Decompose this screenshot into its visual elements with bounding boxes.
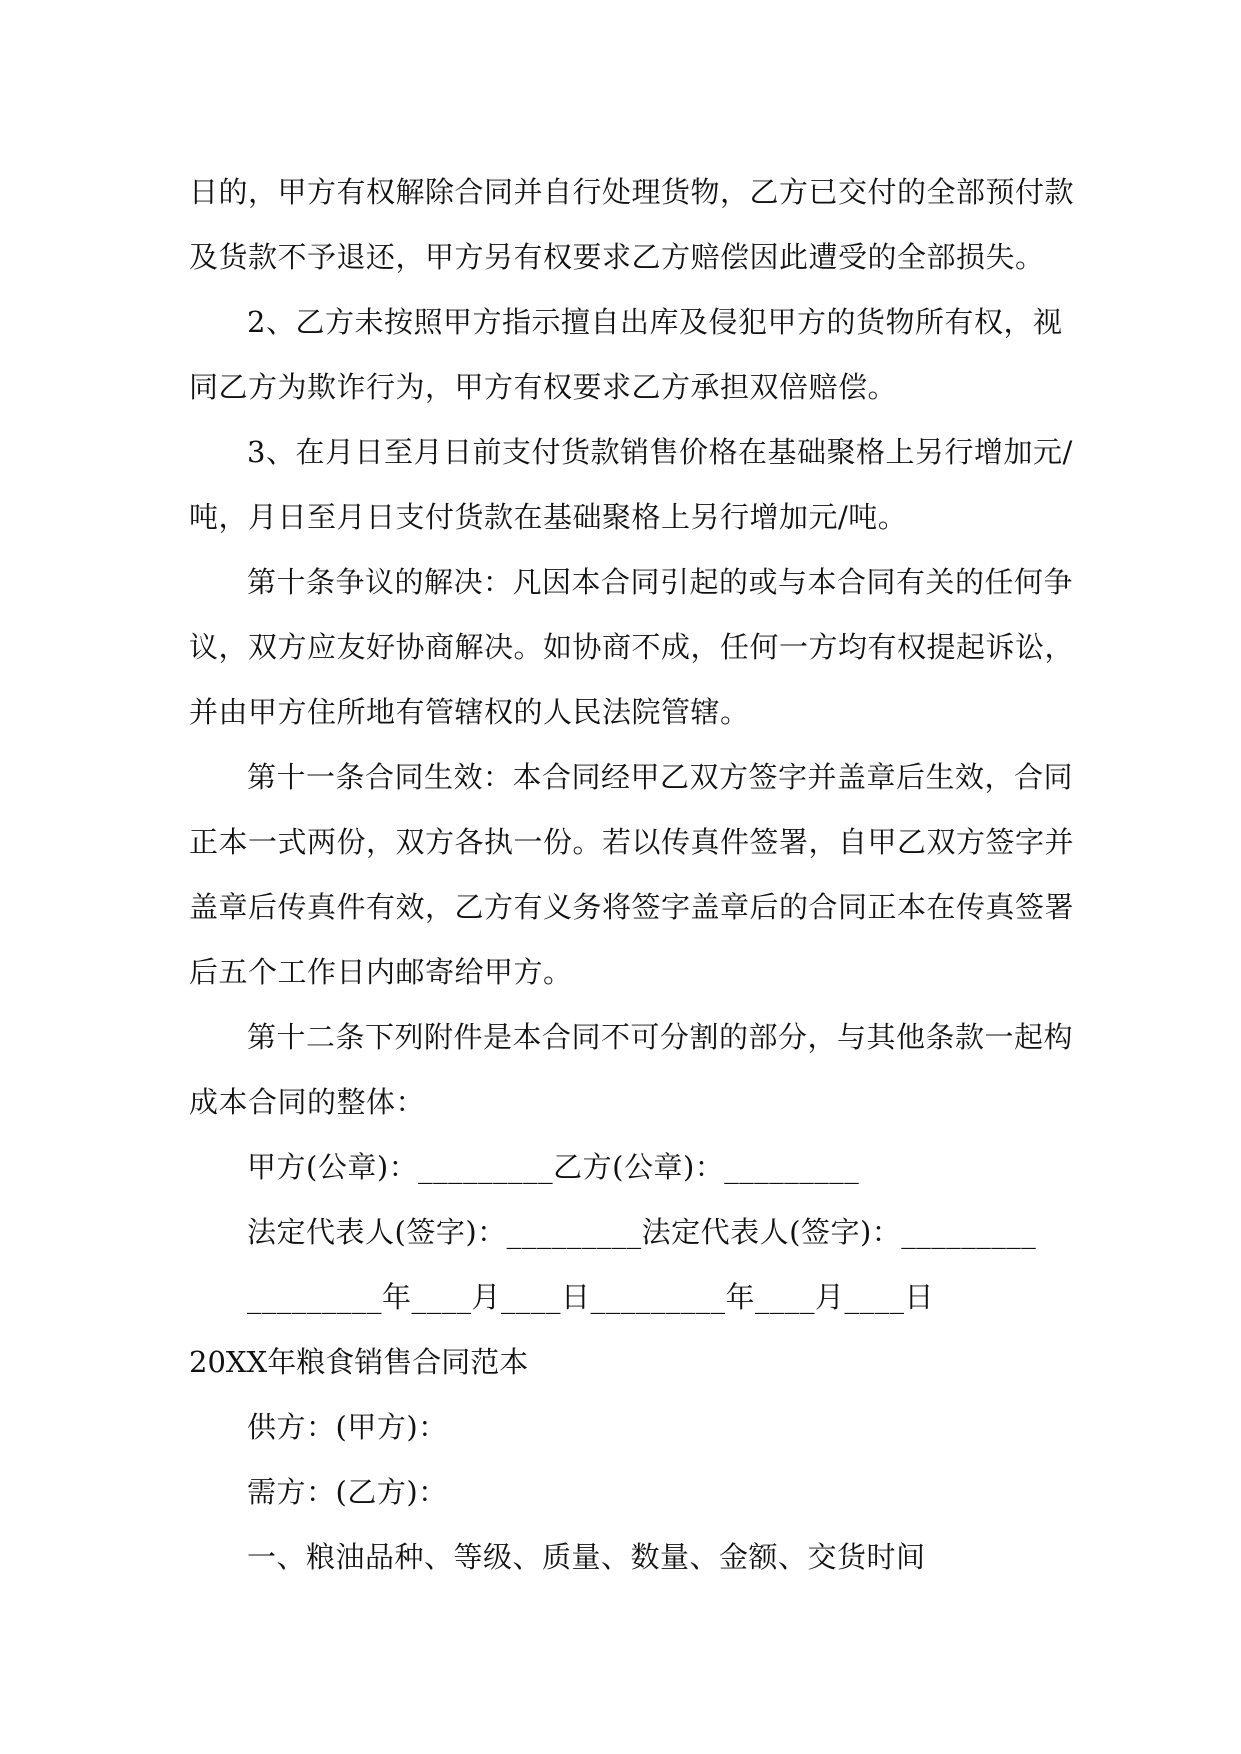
text-line-8: 议，双方应友好协商解决。如协商不成，任何一方均有权提起诉讼， — [189, 630, 1075, 664]
signature-line-dates: _________年____月____日_________年____月____日 — [247, 1280, 935, 1314]
text-line-1: 日的，甲方有权解除合同并自行处理货物，乙方已交付的全部预付款 — [189, 175, 1075, 209]
text-line-4: 同乙方为欺诈行为，甲方有权要求乙方承担双倍赔偿。 — [189, 370, 898, 404]
signature-line-representatives: 法定代表人(签字)：_________法定代表人(签字)：_________ — [247, 1215, 1037, 1249]
text-line-13: 后五个工作日内邮寄给甲方。 — [189, 955, 573, 989]
document-body — [189, 160, 1075, 1590]
supplier-line: 供方：(甲方)： — [247, 1410, 448, 1444]
text-line-11: 正本一式两份，双方各执一份。若以传真件签署，自甲乙双方签字并 — [189, 825, 1075, 859]
text-line-15: 成本合同的整体： — [189, 1085, 426, 1119]
text-line-2: 及货款不予退还，甲方另有权要求乙方赔偿因此遭受的全部损失。 — [189, 240, 1045, 274]
text-line-12: 盖章后传真件有效，乙方有义务将签字盖章后的合同正本在传真签署 — [189, 890, 1075, 924]
text-line-10: 第十一条合同生效：本合同经甲乙双方签字并盖章后生效，合同 — [247, 760, 1074, 794]
buyer-line: 需方：(乙方)： — [247, 1475, 448, 1509]
text-line-3: 2、乙方未按照甲方指示擅自出库及侵犯甲方的货物所有权，视 — [247, 305, 1063, 339]
text-line-6: 吨，月日至月日支付货款在基础聚格上另行增加元/吨。 — [189, 500, 908, 534]
text-line-14: 第十二条下列附件是本合同不可分割的部分，与其他条款一起构 — [247, 1020, 1074, 1054]
text-line-5: 3、在月日至月日前支付货款销售价格在基础聚格上另行增加元/ — [247, 435, 1073, 469]
section-title: 20XX年粮食销售合同范本 — [189, 1345, 529, 1379]
text-line-9: 并由甲方住所地有管辖权的人民法院管辖。 — [189, 695, 750, 729]
signature-line-seals: 甲方(公章)：_________乙方(公章)：_________ — [247, 1150, 860, 1184]
text-line-7: 第十条争议的解决：凡因本合同引起的或与本合同有关的任何争 — [247, 565, 1074, 599]
clause-heading-1: 一、粮油品种、等级、质量、数量、金额、交货时间 — [247, 1540, 926, 1574]
